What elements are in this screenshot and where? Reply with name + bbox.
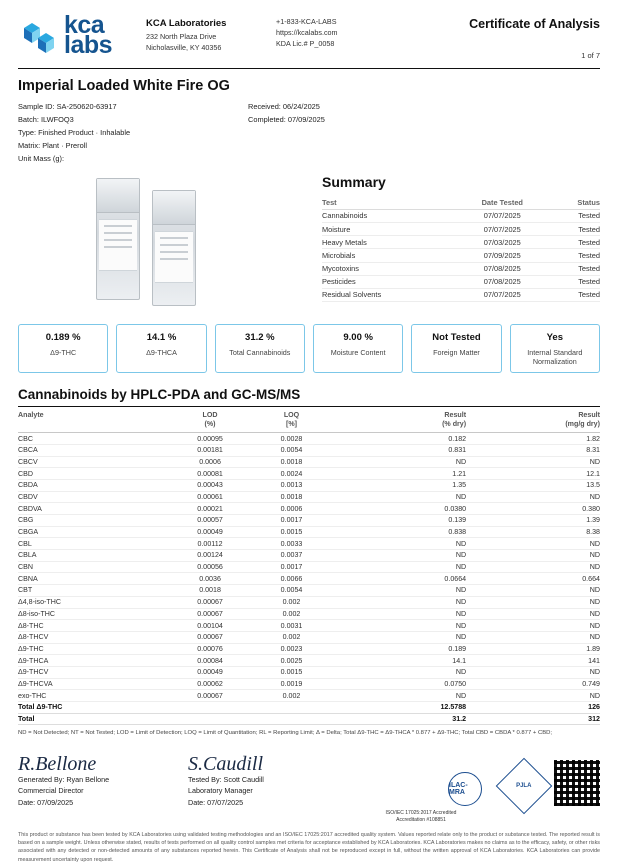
cell-result-pct: 0.838 [332, 526, 466, 538]
kpi-value: Yes [546, 331, 563, 343]
signature-tested-by [188, 748, 358, 809]
cell-result-mgg: ND [466, 491, 600, 503]
cell-lod: 0.00043 [169, 479, 250, 491]
summary-date: 07/08/2025 [456, 275, 549, 288]
cell-result-mgg: ND [466, 690, 600, 702]
kpi-card [411, 324, 501, 374]
lab-contact-block [276, 14, 406, 49]
cell-result-mgg: 1.82 [466, 433, 600, 445]
cell-analyte: Δ8-THC [18, 620, 169, 632]
kpi-value: Not Tested [432, 331, 481, 343]
cell-result-mgg: ND [466, 596, 600, 608]
cell-result-mgg: 0.749 [466, 678, 600, 690]
table-row [18, 666, 600, 678]
cell-result-pct: ND [332, 585, 466, 597]
cell-analyte: Δ4,8-iso-THC [18, 596, 169, 608]
cell-loq: 0.002 [251, 690, 332, 702]
cell-loq [251, 713, 332, 725]
cell-analyte: CBGA [18, 526, 169, 538]
summary-row [322, 209, 600, 222]
cell-analyte: CBG [18, 515, 169, 527]
cell-loq: 0.0018 [251, 491, 332, 503]
cell-result-pct: ND [332, 620, 466, 632]
sample-photo [18, 172, 318, 312]
cell-result-pct: 0.189 [332, 643, 466, 655]
summary-header-row [322, 196, 600, 210]
cell-lod: 0.00181 [169, 444, 250, 456]
cell-analyte: Δ8-THCV [18, 631, 169, 643]
signature-script-right: S.Caudill [188, 752, 264, 775]
sample-id: Sample ID: SA-250620-63917 [18, 102, 117, 111]
cell-lod: 0.00104 [169, 620, 250, 632]
cell-loq: 0.0028 [251, 433, 332, 445]
summary-date: 07/07/2025 [456, 209, 549, 222]
legal-disclaimer: This product or substance has been tested by KCA Laboratories using validated testing methodologies and an ISO/IEC 17025:2017 accredited quality system. Values reported relate only to the product or substance tested. The reported result is based on a sample weight. Unless otherwise stated, results of tests performed on all quality control samples met criteria for acceptance established by KCA Laboratories. KCA Laboratories makes no claims as to the efficacy, safety, or other risks associated with any detected or non-detected amounts of any substances reported herein. This Certificate of Analysis shall not be reproduced except in full, without the written approval of KCA Laboratories. KCA Laboratories can provide measurement uncertainty upon request. [18, 831, 600, 863]
table-row [18, 550, 600, 562]
cell-loq: 0.0017 [251, 561, 332, 573]
kpi-card [18, 324, 108, 374]
cell-lod: 0.00081 [169, 468, 250, 480]
cell-loq: 0.0018 [251, 456, 332, 468]
cell-analyte: Δ9-THCA [18, 655, 169, 667]
col-result-percent: Result (% dry) [332, 409, 466, 432]
cell-loq: 0.0054 [251, 585, 332, 597]
table-row [18, 468, 600, 480]
cell-loq: 0.0013 [251, 479, 332, 491]
header-divider [18, 68, 600, 69]
summary-table [322, 196, 600, 302]
photo-and-summary [18, 172, 600, 312]
cell-result-pct: 0.182 [332, 433, 466, 445]
summary-row [322, 222, 600, 235]
accreditation-badges [358, 748, 600, 809]
cell-loq: 0.002 [251, 596, 332, 608]
cell-result-pct: ND [332, 491, 466, 503]
summary-col-status: Status [549, 196, 600, 210]
cell-result-pct: ND [332, 561, 466, 573]
lab-name: KCA Laboratories [146, 18, 227, 29]
cell-analyte: exo-THC [18, 690, 169, 702]
cell-analyte: Δ9-THCVA [18, 678, 169, 690]
cell-lod: 0.00049 [169, 666, 250, 678]
summary-status: Tested [549, 249, 600, 262]
signature-generated-by [18, 748, 188, 809]
cell-result-pct: 14.1 [332, 655, 466, 667]
summary-date: 07/03/2025 [456, 236, 549, 249]
cell-analyte: Δ8-iso-THC [18, 608, 169, 620]
cell-analyte: CBDV [18, 491, 169, 503]
col-analyte: Analyte [18, 409, 169, 432]
table-row [18, 503, 600, 515]
kpi-label: Δ9-THC [50, 347, 77, 357]
kpi-value: 9.00 % [343, 331, 373, 343]
sample-received: Received: 06/24/2025 [248, 102, 320, 111]
cell-lod: 0.00067 [169, 631, 250, 643]
table-row [18, 456, 600, 468]
cell-loq: 0.0025 [251, 655, 332, 667]
cell-result-pct: 12.5788 [332, 702, 466, 714]
cell-loq: 0.0054 [251, 444, 332, 456]
document-title: Certificate of Analysis [469, 17, 600, 31]
summary-test: Microbials [322, 249, 456, 262]
cell-lod: 0.00067 [169, 596, 250, 608]
cell-analyte: CBNA [18, 573, 169, 585]
summary-row [322, 288, 600, 301]
cell-loq: 0.0031 [251, 620, 332, 632]
cell-loq: 0.002 [251, 631, 332, 643]
cell-lod: 0.00056 [169, 561, 250, 573]
lab-phone: +1-833-KCA-LABS [276, 17, 337, 26]
summary-status: Tested [549, 209, 600, 222]
cell-lod: 0.0018 [169, 585, 250, 597]
page-indicator: 1 of 7 [581, 51, 600, 60]
summary-status: Tested [549, 262, 600, 275]
table-row [18, 655, 600, 667]
cannabinoids-heading: Cannabinoids by HPLC-PDA and GC-MS/MS [18, 387, 301, 403]
cell-result-mgg: ND [466, 561, 600, 573]
tested-by-name: Tested By: Scott Caudill [188, 774, 264, 784]
table-row [18, 561, 600, 573]
cell-result-pct: 0.0750 [332, 678, 466, 690]
cell-result-mgg: 8.38 [466, 526, 600, 538]
cell-result-mgg: ND [466, 550, 600, 562]
cell-loq: 0.0019 [251, 678, 332, 690]
signature-row [18, 748, 600, 809]
table-row [18, 433, 600, 445]
product-image-pen-2 [152, 190, 196, 306]
summary-test: Heavy Metals [322, 236, 456, 249]
cell-analyte: CBLA [18, 550, 169, 562]
ilac-mra-icon [436, 772, 494, 806]
cell-result-mgg: ND [466, 620, 600, 632]
col-result-mgg: Result (mg/g dry) [466, 409, 600, 432]
cell-lod: 0.00057 [169, 515, 250, 527]
sample-meta [18, 101, 600, 166]
cell-result-mgg: 126 [466, 702, 600, 714]
summary-date: 07/08/2025 [456, 262, 549, 275]
cell-lod: 0.00049 [169, 526, 250, 538]
cell-lod: 0.0036 [169, 573, 250, 585]
summary-test: Mycotoxins [322, 262, 456, 275]
cell-analyte: Total [18, 713, 169, 725]
summary-heading: Summary [322, 173, 386, 190]
cell-loq: 0.0066 [251, 573, 332, 585]
sample-batch: Batch: ILWFOQ3 [18, 114, 74, 124]
cell-loq: 0.002 [251, 608, 332, 620]
cell-result-pct: 0.139 [332, 515, 466, 527]
cell-result-pct: 1.21 [332, 468, 466, 480]
sample-meta-left [18, 101, 248, 166]
sample-unit-mass: Unit Mass (g): [18, 153, 64, 163]
cell-lod: 0.00124 [169, 550, 250, 562]
table-row [18, 690, 600, 702]
sample-meta-right [248, 101, 478, 166]
cell-result-mgg: 0.380 [466, 503, 600, 515]
cell-lod: 0.00095 [169, 433, 250, 445]
cell-result-pct: 0.0380 [332, 503, 466, 515]
cell-loq: 0.0015 [251, 526, 332, 538]
summary-status: Tested [549, 275, 600, 288]
cell-loq: 0.0015 [251, 666, 332, 678]
summary-status: Tested [549, 236, 600, 249]
cell-result-mgg: ND [466, 456, 600, 468]
col-loq: LOQ [%] [251, 409, 332, 432]
summary-section [318, 172, 600, 312]
cell-result-mgg: 1.39 [466, 515, 600, 527]
summary-row [322, 262, 600, 275]
summary-test: Residual Solvents [322, 288, 456, 301]
cell-analyte: CBC [18, 433, 169, 445]
cell-analyte: CBL [18, 538, 169, 550]
cannabinoids-divider [18, 406, 600, 407]
summary-row [322, 275, 600, 288]
cell-result-pct: 31.2 [332, 713, 466, 725]
summary-col-test: Test [322, 196, 456, 210]
kpi-value: 31.2 % [245, 331, 275, 343]
cell-result-mgg: 312 [466, 713, 600, 725]
cell-lod: 0.0006 [169, 456, 250, 468]
summary-date: 07/07/2025 [456, 288, 549, 301]
cell-lod: 0.00061 [169, 491, 250, 503]
cell-result-pct: ND [332, 666, 466, 678]
table-row [18, 678, 600, 690]
table-row [18, 585, 600, 597]
summary-test: Cannabinoids [322, 209, 456, 222]
cell-result-mgg: 0.664 [466, 573, 600, 585]
cannabinoids-footnote: ND = Not Detected; NT = Not Tested; LOD = Limit of Detection; LOQ = Limit of Quantitation; RL = Reporting Limit; Δ = Delta; Total Δ9-THC = Δ9-THCA * 0.877 + Δ9-THC; Total CBD = CBDA * 0.877 + CBD; [18, 730, 553, 737]
kpi-value: 0.189 % [45, 331, 81, 343]
cell-lod: 0.00076 [169, 643, 250, 655]
summary-test: Moisture [322, 222, 456, 235]
kpi-label: Foreign Matter [433, 347, 480, 357]
cell-analyte: Δ9-THCV [18, 666, 169, 678]
accreditation-caption: ISO/IEC 17025:2017 Accredited Accreditation #108851 [385, 810, 457, 823]
table-row [18, 538, 600, 550]
logo-text-labs: labs [64, 31, 113, 59]
kpi-card [510, 324, 600, 374]
table-row-total [18, 702, 600, 714]
coa-title-block [406, 14, 600, 60]
kpi-label: Internal Standard Normalization [527, 347, 583, 367]
tested-by-title: Laboratory Manager [188, 786, 253, 796]
summary-status: Tested [549, 288, 600, 301]
generated-by-title: Commercial Director [18, 786, 84, 796]
table-row [18, 631, 600, 643]
cell-lod: 0.00062 [169, 678, 250, 690]
summary-status: Tested [549, 222, 600, 235]
sample-type: Type: Finished Product · Inhalable [18, 127, 131, 137]
cell-analyte: CBCV [18, 456, 169, 468]
cell-result-pct: ND [332, 690, 466, 702]
pjla-icon: PJLA [496, 758, 553, 815]
cell-result-pct: ND [332, 608, 466, 620]
col-lod: LOD (%) [169, 409, 250, 432]
kpi-label: Total Cannabinoids [229, 347, 291, 357]
table-row [18, 515, 600, 527]
qr-code-icon[interactable] [554, 760, 600, 806]
summary-test: Pesticides [322, 275, 456, 288]
cell-result-mgg: ND [466, 608, 600, 620]
cell-result-pct: ND [332, 456, 466, 468]
cell-analyte: CBDVA [18, 503, 169, 515]
table-row-total [18, 713, 600, 725]
cell-lod: 0.00112 [169, 538, 250, 550]
product-image [78, 172, 258, 312]
generated-by-date: Date: 07/09/2025 [18, 797, 74, 807]
ilac-ring: ILAC-MRA [448, 772, 482, 806]
cell-result-mgg: 8.31 [466, 444, 600, 456]
logo-text-kca: kca [64, 10, 105, 39]
cell-result-mgg: ND [466, 585, 600, 597]
cell-analyte: Δ9-THC [18, 643, 169, 655]
cell-result-pct: 0.0664 [332, 573, 466, 585]
kpi-card [313, 324, 403, 374]
lab-address-block [146, 14, 276, 54]
kpi-label: Δ9-THCA [146, 347, 177, 357]
kca-logo [18, 10, 146, 59]
cell-lod [169, 702, 250, 714]
cell-loq: 0.0017 [251, 515, 332, 527]
product-image-pen-1 [96, 178, 140, 300]
table-row [18, 479, 600, 491]
cell-result-pct: ND [332, 596, 466, 608]
sample-completed: Completed: 07/09/2025 [248, 114, 325, 124]
cell-result-mgg: 12.1 [466, 468, 600, 480]
cell-result-pct: ND [332, 550, 466, 562]
cell-loq: 0.0006 [251, 503, 332, 515]
cell-result-mgg: 13.5 [466, 479, 600, 491]
cell-analyte: Total Δ9-THC [18, 702, 169, 714]
cell-result-pct: ND [332, 538, 466, 550]
cell-result-mgg: ND [466, 538, 600, 550]
cell-lod: 0.00084 [169, 655, 250, 667]
cell-analyte: CBCA [18, 444, 169, 456]
cell-result-pct: ND [332, 631, 466, 643]
cell-loq: 0.0033 [251, 538, 332, 550]
table-row [18, 444, 600, 456]
cell-lod: 0.00067 [169, 690, 250, 702]
kpi-card [215, 324, 305, 374]
cell-analyte: CBD [18, 468, 169, 480]
table-row [18, 491, 600, 503]
cell-analyte: CBN [18, 561, 169, 573]
kpi-card [116, 324, 206, 374]
table-row [18, 526, 600, 538]
lab-address-line1: 232 North Plaza Drive [146, 32, 217, 42]
cell-loq: 0.0024 [251, 468, 332, 480]
summary-col-date: Date Tested [456, 196, 549, 210]
cell-loq: 0.0037 [251, 550, 332, 562]
summary-date: 07/07/2025 [456, 222, 549, 235]
cell-lod: 0.00021 [169, 503, 250, 515]
cell-result-mgg: 141 [466, 655, 600, 667]
cannabinoids-header-row [18, 409, 600, 432]
cell-result-mgg: ND [466, 631, 600, 643]
cell-loq: 0.0023 [251, 643, 332, 655]
kca-wordmark [64, 10, 113, 59]
cell-result-mgg: 1.89 [466, 643, 600, 655]
cell-loq [251, 702, 332, 714]
page-title: Imperial Loaded White Fire OG [18, 78, 230, 94]
table-row [18, 596, 600, 608]
kpi-label: Moisture Content [330, 347, 386, 357]
cell-lod [169, 713, 250, 725]
sample-matrix: Matrix: Plant · Preroll [18, 140, 87, 150]
cell-lod: 0.00067 [169, 608, 250, 620]
table-row [18, 573, 600, 585]
kpi-row [18, 324, 600, 374]
table-row [18, 608, 600, 620]
summary-row [322, 236, 600, 249]
cell-result-mgg: ND [466, 666, 600, 678]
page-header [18, 0, 600, 60]
cell-analyte: CBT [18, 585, 169, 597]
cell-result-pct: 0.831 [332, 444, 466, 456]
summary-row [322, 249, 600, 262]
signature-script-left: R.Bellone [18, 752, 97, 775]
lab-license: KDA Lic.# P_0058 [276, 38, 335, 48]
generated-by-name: Generated By: Ryan Bellone [18, 774, 110, 784]
table-row [18, 643, 600, 655]
kpi-value: 14.1 % [146, 331, 177, 343]
summary-date: 07/09/2025 [456, 249, 549, 262]
lab-address-line2: Nicholasville, KY 40356 [146, 43, 222, 53]
cell-result-pct: 1.35 [332, 479, 466, 491]
table-row [18, 620, 600, 632]
tested-by-date: Date: 07/07/2025 [188, 797, 244, 807]
lab-website[interactable]: https://kcalabs.com [276, 27, 338, 37]
cell-analyte: CBDA [18, 479, 169, 491]
cube-logo-icon [18, 14, 60, 56]
cannabinoids-table [18, 409, 600, 725]
